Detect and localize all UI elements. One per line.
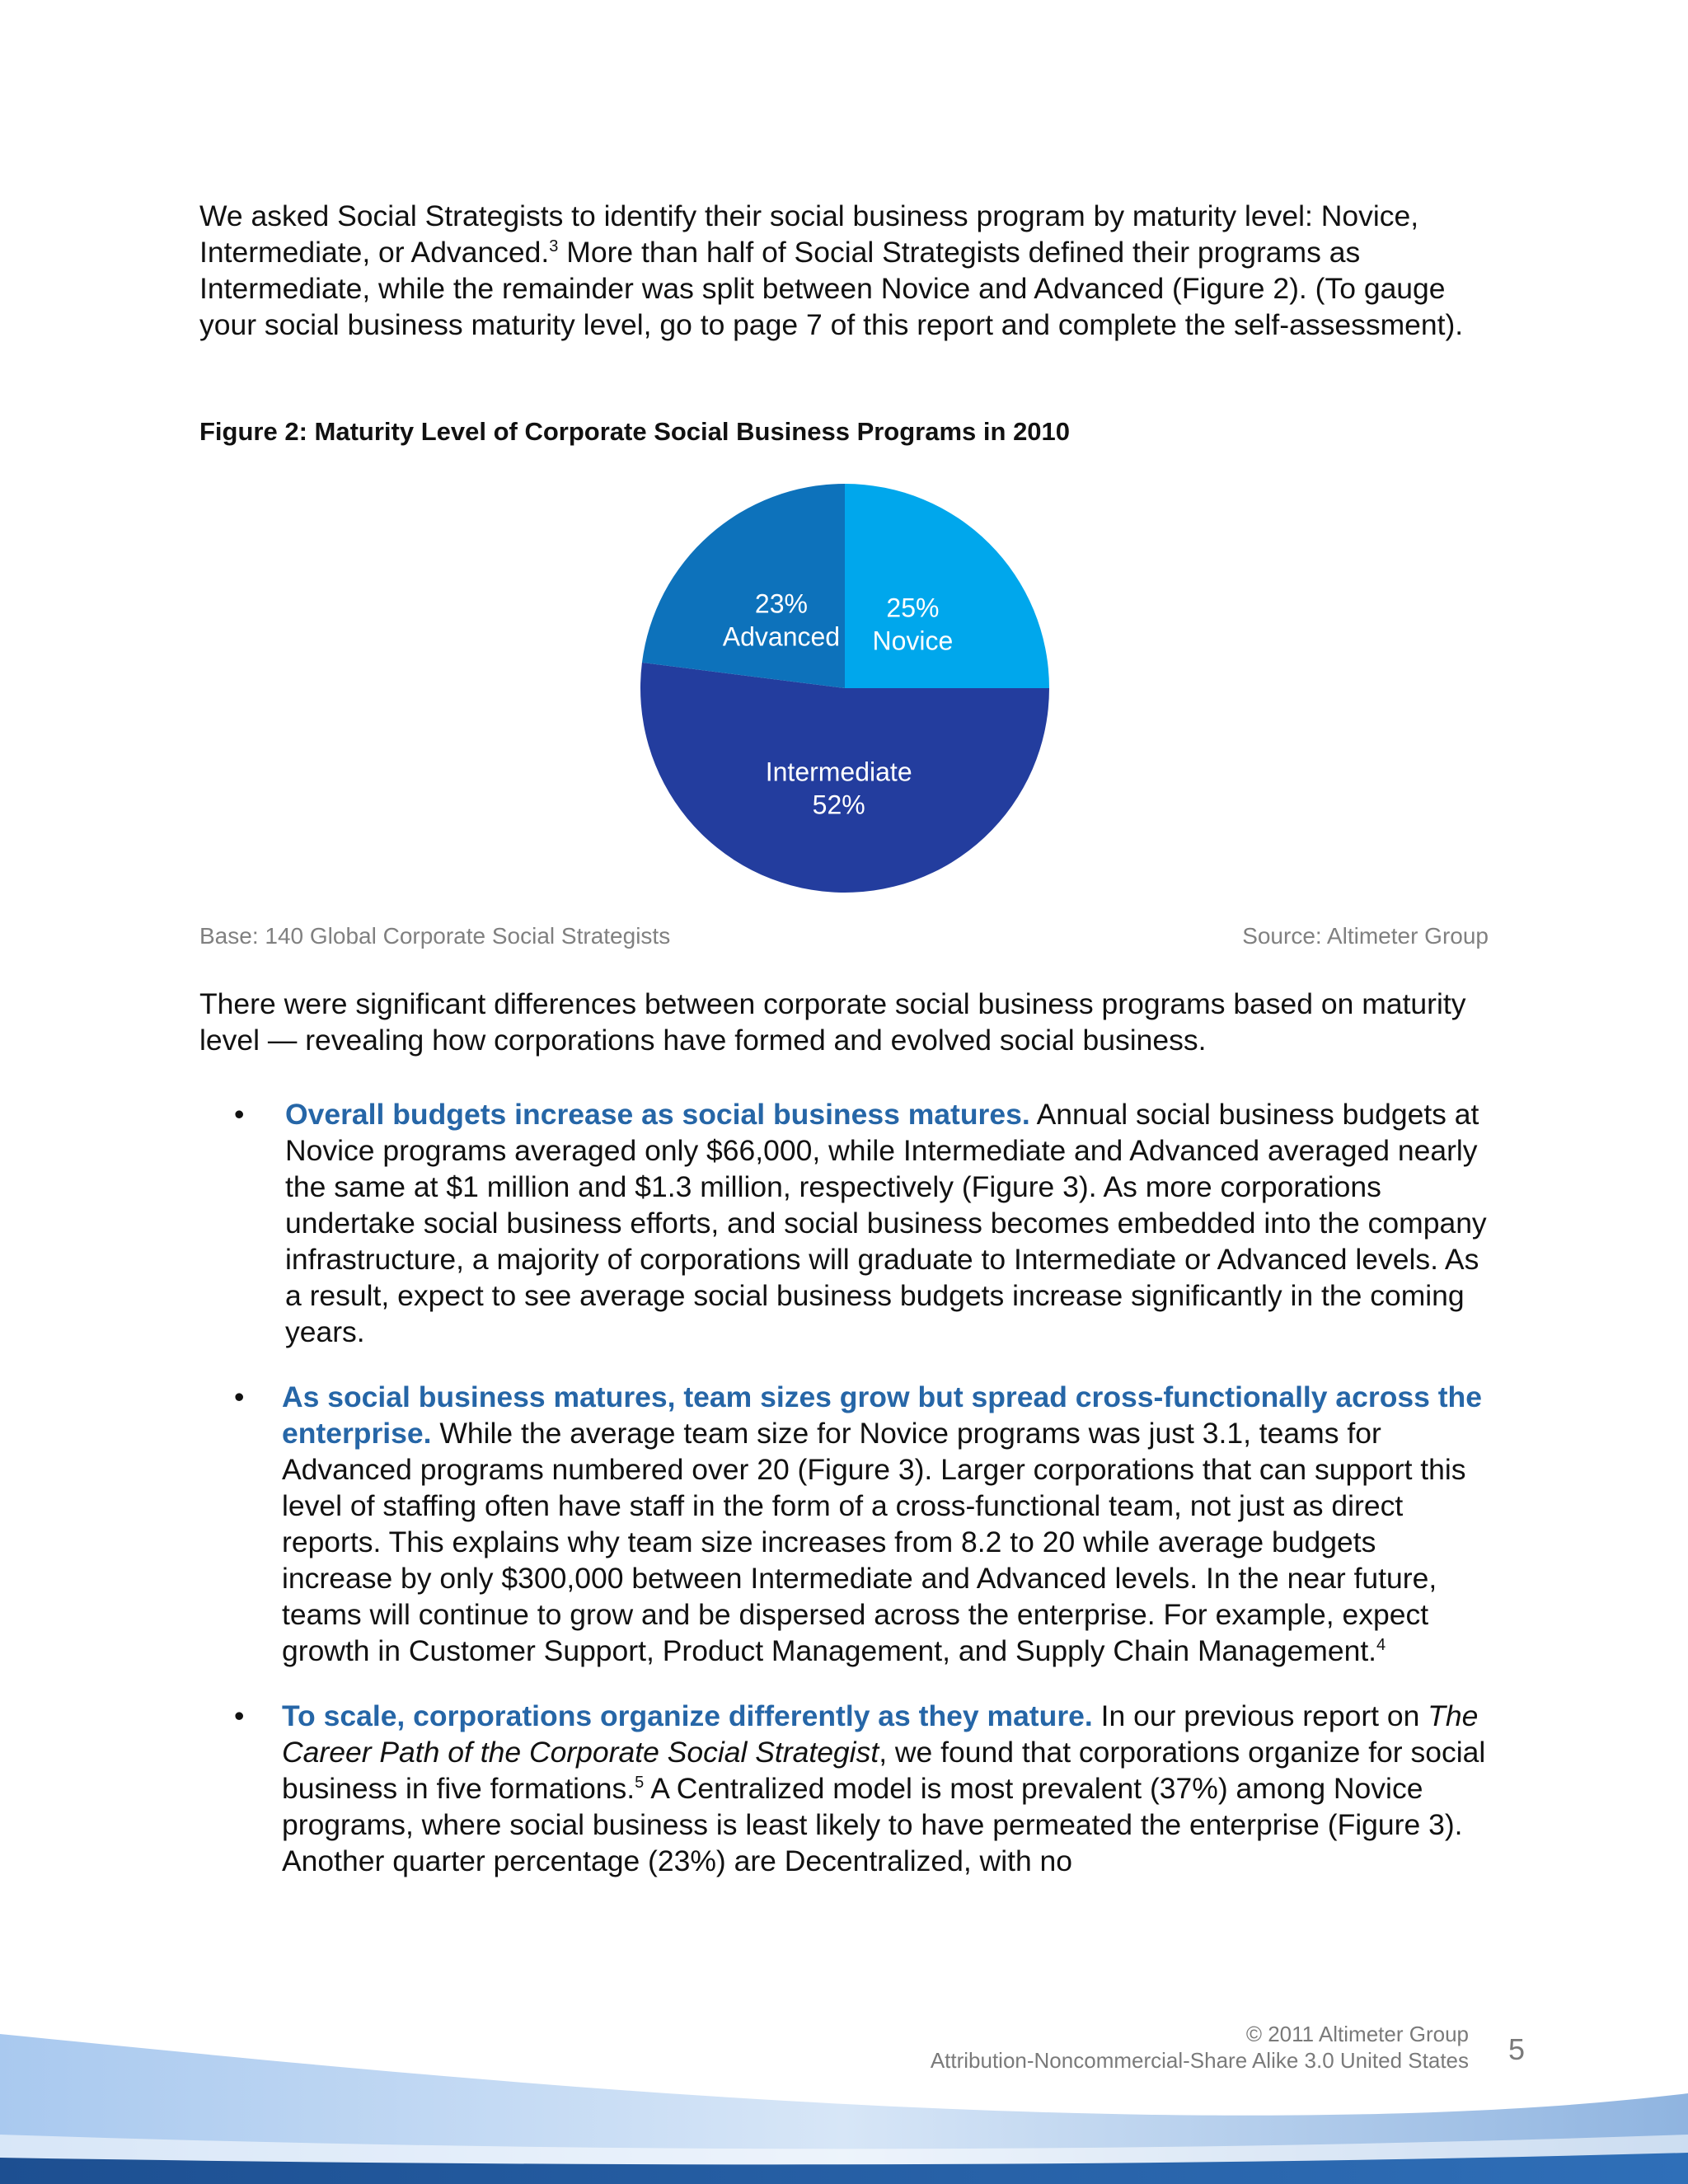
bullet-marker: • <box>234 1098 245 1131</box>
figure-title: Figure 2: Maturity Level of Corporate Social Business Programs in 2010 <box>199 417 1071 446</box>
pie-chart <box>635 478 1055 898</box>
intro-paragraph <box>199 198 1493 343</box>
intro-text-2: More than half of Social Strategists defined their programs as Intermediate, while the remainder was split between Novice and Advanced (Figure 2). (To gauge your social business maturity level, go to page 7 of this report and complete the self-assessment). <box>199 236 1464 341</box>
chart-base-note: Base: 140 Global Corporate Social Strategists <box>199 923 671 949</box>
footnote-ref-5[interactable]: 5 <box>635 1774 645 1793</box>
bullet-text-b: , we found that corporations organize for social business in five formations. <box>282 1736 1486 1805</box>
copyright-text: © 2011 Altimeter Group <box>1245 2022 1469 2046</box>
pie-label-novice-line2: Novice <box>872 626 954 656</box>
pie-label-intermediate-line1: Intermediate <box>765 757 912 787</box>
license-text[interactable]: Attribution-Noncommercial-Share Alike 3.0 United States <box>930 2048 1469 2073</box>
chart-source-note: Source: Altimeter Group <box>1242 923 1489 949</box>
pie-chart-svg <box>635 478 1055 898</box>
differences-text: There were significant differences between corporate social business programs based on maturity level — revealing how corporations have formed and evolved social business. <box>199 987 1466 1057</box>
footer-credits <box>931 2021 1469 2074</box>
bullet-lead: Overall budgets increase as social business matures. <box>285 1098 1030 1131</box>
bullet-lead: To scale, corporations organize differently as they mature. <box>282 1699 1093 1732</box>
pie-label-intermediate-line2: 52% <box>812 790 865 820</box>
bullet-text: Annual social business budgets at Novice programs averaged only $66,000, while Intermediate and Advanced averaged nearly the same at $1 million and $1.3 million, respectively (Figure 3). As more corporations undertake social business efforts, and social business becomes embedded into the company infrastructure, a majority of corporations will graduate to Intermediate or Advanced levels. As a result, expect to see average social business budgets increase significantly in the coming years. <box>285 1098 1487 1348</box>
bullet-marker: • <box>234 1699 245 1732</box>
pie-label-advanced-line2: Advanced <box>722 621 841 652</box>
footnote-ref-4[interactable]: 4 <box>1376 1636 1386 1655</box>
footnote-ref-3[interactable]: 3 <box>549 237 559 256</box>
intro-text-1: We asked Social Strategists to identify their social business program by maturity level: Novice, Intermediate, or Advanced. <box>199 199 1419 269</box>
page-number: 5 <box>1508 2032 1526 2066</box>
bullet-marker: • <box>234 1380 245 1413</box>
pie-slice-advanced <box>642 484 845 688</box>
bullet-text-c: A Centralized model is most prevalent (37%) among Novice programs, where social business is least likely to have permeated the enterprise (Figure 3). Another quarter percentage (23%) are Decentralized, with no <box>282 1772 1463 1877</box>
list-item <box>199 1379 1493 1669</box>
differences-paragraph <box>199 986 1493 1058</box>
list-item <box>199 1096 1493 1350</box>
list-item <box>199 1698 1493 1879</box>
bullet-text-a: In our previous report on <box>1092 1699 1428 1732</box>
bullet-lead: As social business matures, team sizes grow but spread cross-functionally across the enterprise. <box>282 1380 1482 1450</box>
pie-label-advanced-line1: 23% <box>754 588 808 619</box>
pie-slice-novice <box>845 484 1049 688</box>
pie-label-novice-line1: 25% <box>886 593 940 623</box>
report-title-italic: The Career Path of the Corporate Social Strategist <box>282 1699 1479 1769</box>
bullet-list <box>199 1096 1493 1908</box>
bullet-text: While the average team size for Novice programs was just 3.1, teams for Advanced programs numbered over 20 (Figure 3). Larger corporations that can support this level of staffing often have staff in the form of a cross-functional team, not just as direct reports. This explains why team size increases from 8.2 to 20 while average budgets increase by only $300,000 between Intermediate and Advanced levels. In the near future, teams will continue to grow and be dispersed across the enterprise. For example, expect growth in Customer Support, Product Management, and Supply Chain Management. <box>282 1417 1466 1667</box>
